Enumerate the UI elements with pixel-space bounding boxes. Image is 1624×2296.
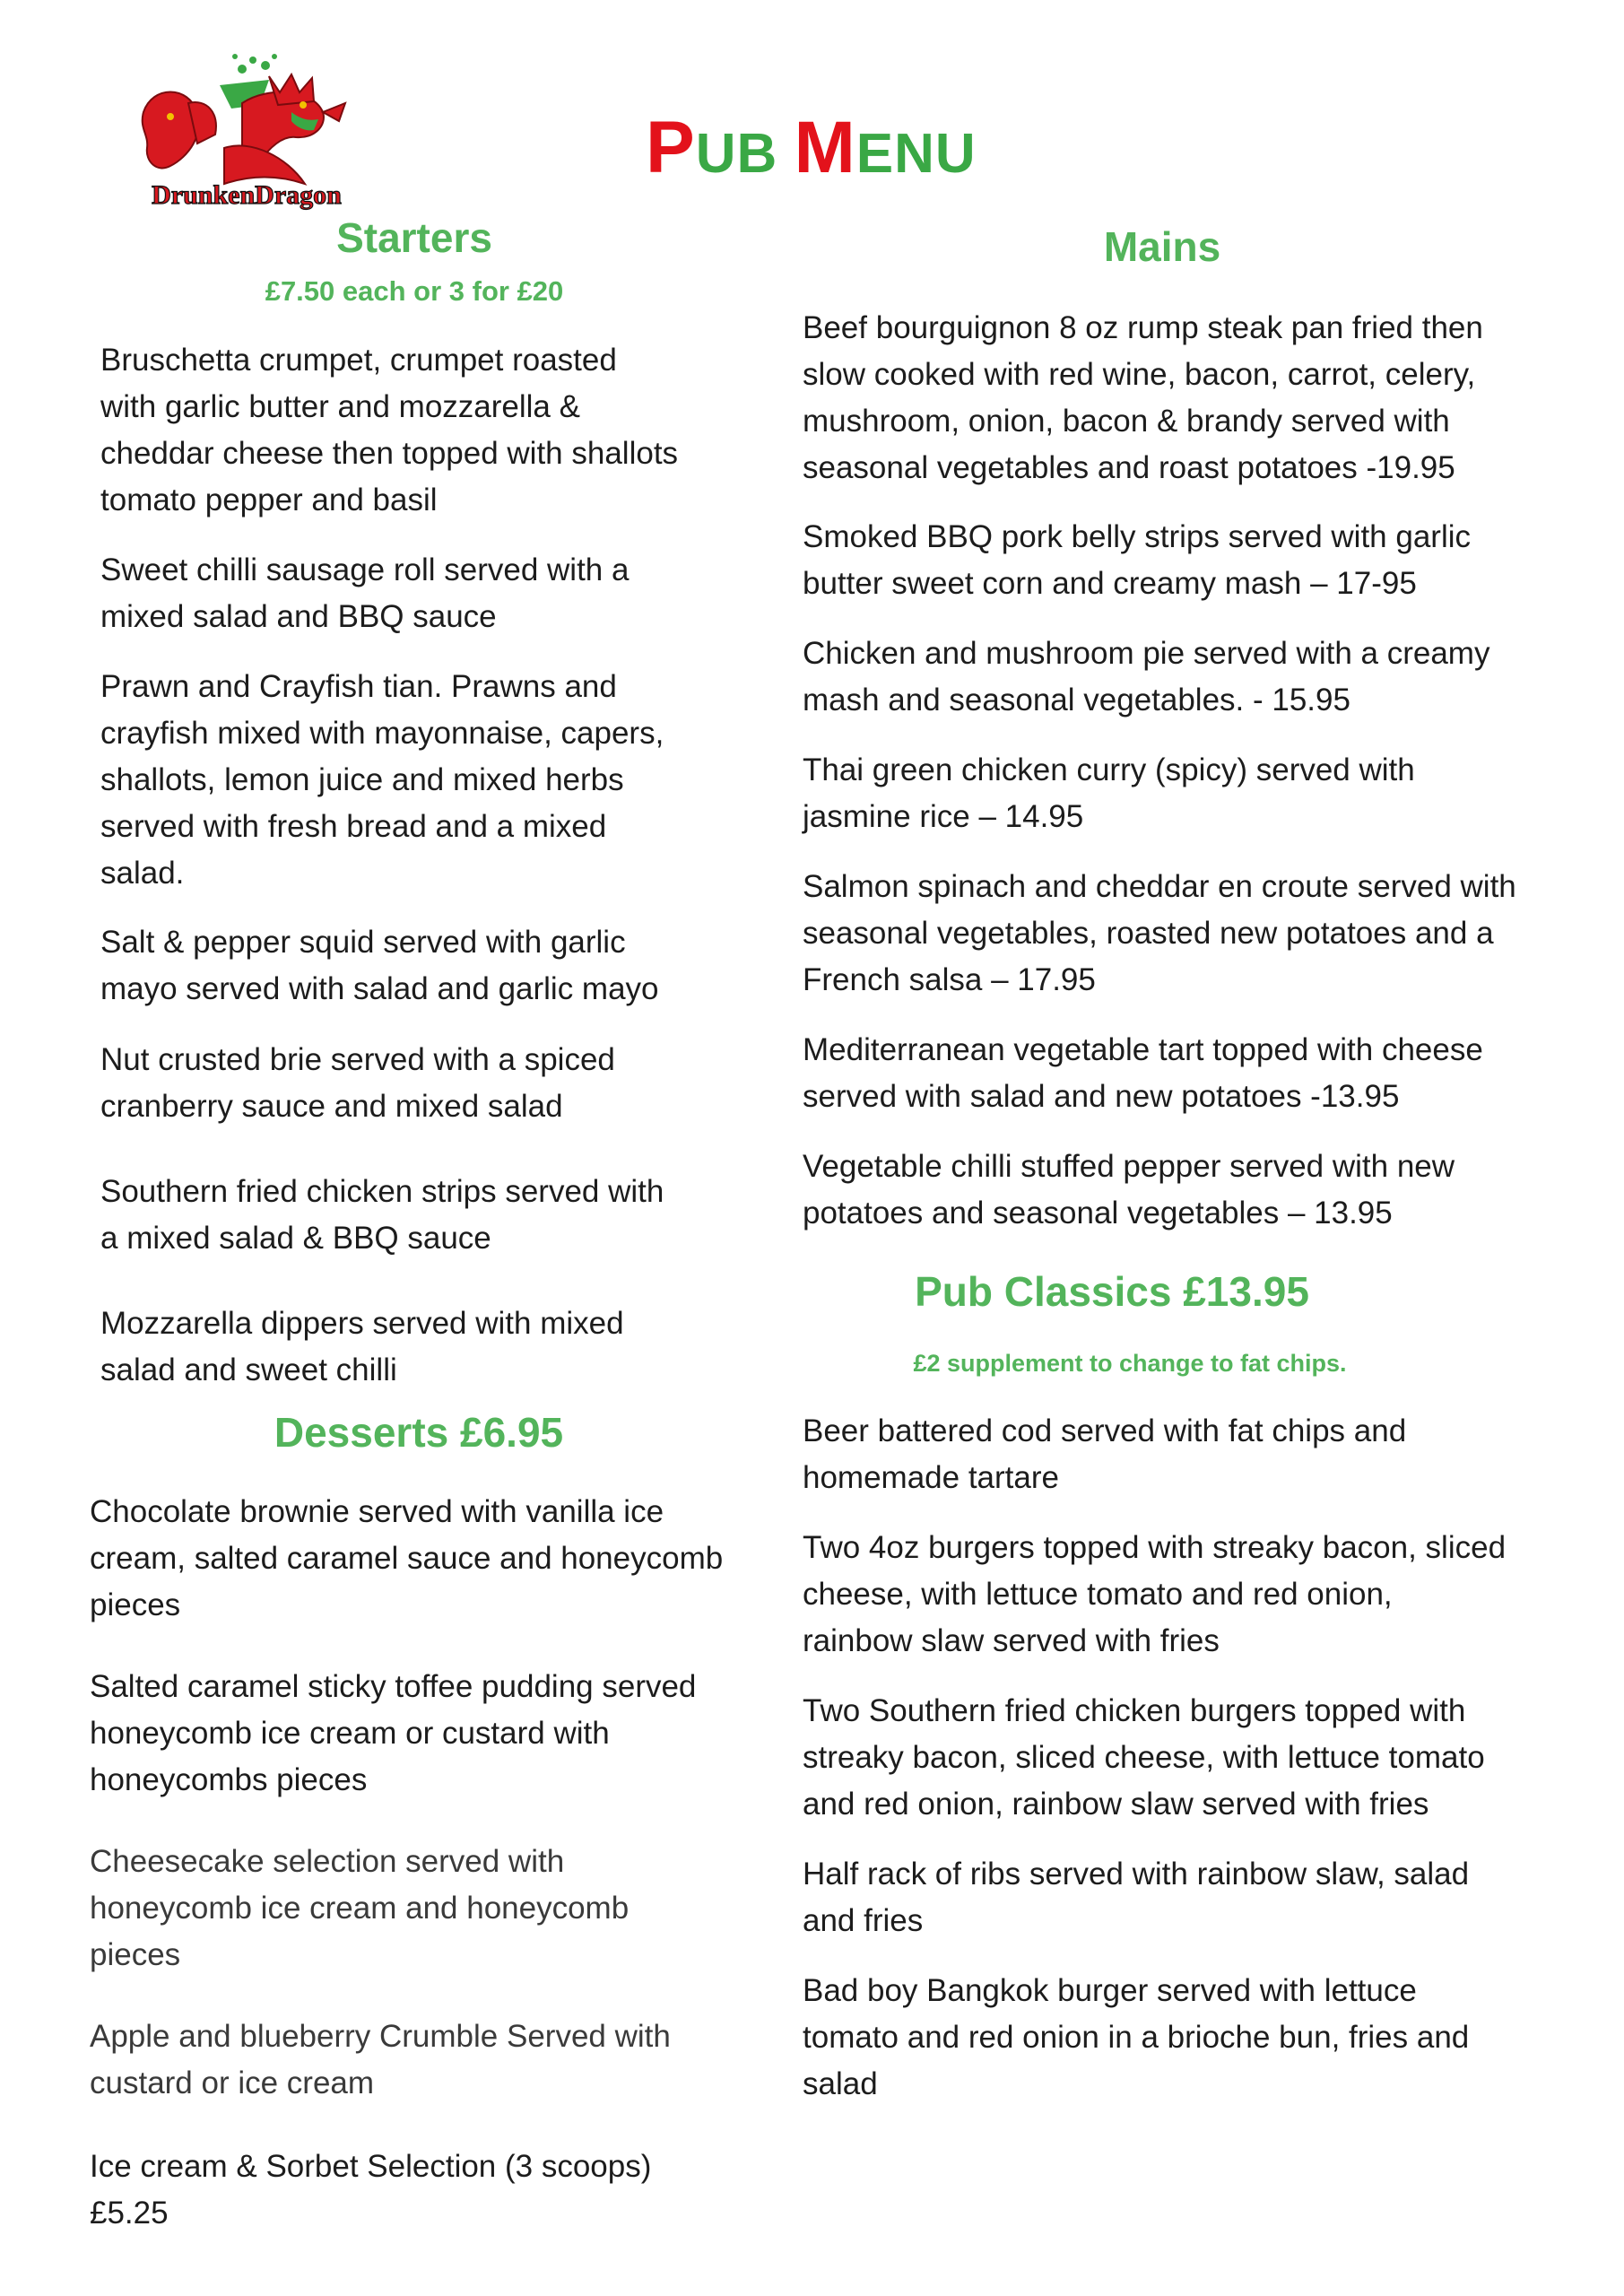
line: Bruschetta crumpet, crumpet roasted [100, 343, 617, 378]
main-item [803, 514, 1565, 607]
line: Apple and blueberry Crumble Served with [90, 2019, 671, 2054]
line: homemade tartare [803, 1460, 1059, 1495]
starter-item [100, 547, 728, 640]
line: Salmon spinach and cheddar en croute served with [803, 869, 1516, 904]
starters-price-note: £7.50 each or 3 for £20 [265, 275, 564, 307]
desserts-heading: Desserts £6.95 [274, 1409, 564, 1456]
main-item [803, 631, 1565, 724]
starter-item [100, 1037, 728, 1130]
line: slow cooked with red wine, bacon, carrot, celery, [803, 357, 1476, 392]
dessert-item [90, 1489, 771, 1629]
starter-item [100, 337, 728, 524]
line: Ice cream & Sorbet Selection (3 scoops) [90, 2149, 652, 2184]
line: seasonal vegetables, roasted new potatoes and a [803, 916, 1494, 951]
line: seasonal vegetables and roast potatoes -19.95 [803, 450, 1455, 485]
line: butter sweet corn and creamy mash – 17-95 [803, 566, 1417, 601]
title-p-initial: P [646, 107, 696, 188]
title-m-initial: M [794, 107, 856, 188]
title-m-rest: ENU [855, 123, 977, 185]
line: cheddar cheese then topped with shallots [100, 436, 679, 471]
line: potatoes and seasonal vegetables – 13.95 [803, 1196, 1393, 1231]
line: honeycombs pieces [90, 1762, 368, 1797]
line: Beef bourguignon 8 oz rump steak pan fried then [803, 310, 1483, 345]
line: Two 4oz burgers topped with streaky bacon, sliced [803, 1530, 1507, 1565]
line: salad. [100, 856, 185, 891]
line: pieces [90, 1587, 181, 1622]
line: cheese, with lettuce tomato and red onion, [803, 1577, 1393, 1612]
logo-text: DrunkenDragon [152, 180, 342, 210]
line: tomato pepper and basil [100, 483, 438, 517]
dessert-item [90, 2013, 771, 2107]
line: Southern fried chicken strips served with [100, 1174, 664, 1209]
line: Salt & pepper squid served with garlic [100, 925, 626, 960]
line: Prawn and Crayfish tian. Prawns and [100, 669, 617, 704]
line: crayfish mixed with mayonnaise, capers, [100, 716, 664, 751]
line: a mixed salad & BBQ sauce [100, 1221, 491, 1256]
line: cream, salted caramel sauce and honeycomb [90, 1541, 724, 1576]
classic-item [803, 1688, 1565, 1828]
line: mayo served with salad and garlic mayo [100, 971, 659, 1006]
line: £5.25 [90, 2196, 169, 2231]
starter-item [100, 664, 728, 897]
line: Mediterranean vegetable tart topped with cheese [803, 1032, 1483, 1067]
page-title [646, 106, 1112, 190]
pub-classics-heading: Pub Classics £13.95 [915, 1268, 1309, 1315]
line: Salted caramel sticky toffee pudding served [90, 1669, 697, 1704]
line: Vegetable chilli stuffed pepper served with new [803, 1149, 1455, 1184]
line: served with fresh bread and a mixed [100, 809, 607, 844]
line: jasmine rice – 14.95 [803, 799, 1084, 834]
starter-item [100, 1169, 728, 1262]
main-item [803, 1144, 1565, 1237]
line: shallots, lemon juice and mixed herbs [100, 762, 624, 797]
line: Mozzarella dippers served with mixed [100, 1306, 624, 1341]
line: French salsa – 17.95 [803, 962, 1096, 997]
pub-classics-note: £2 supplement to change to fat chips. [913, 1350, 1347, 1377]
line: and red onion, rainbow slaw served with fries [803, 1787, 1429, 1822]
line: tomato and red onion in a brioche bun, fries and [803, 2020, 1470, 2055]
mains-heading: Mains [1103, 223, 1221, 270]
line: served with salad and new potatoes -13.95 [803, 1079, 1400, 1114]
main-item [803, 864, 1565, 1004]
starter-item [100, 919, 728, 1013]
line: and fries [803, 1903, 924, 1938]
line: Two Southern fried chicken burgers topped with [803, 1693, 1466, 1728]
line: salad and sweet chilli [100, 1352, 397, 1387]
line: Chicken and mushroom pie served with a creamy [803, 636, 1490, 671]
classic-item [803, 1968, 1565, 2108]
line: streaky bacon, sliced cheese, with lettuce tomato [803, 1740, 1485, 1775]
line: honeycomb ice cream and honeycomb [90, 1891, 630, 1926]
line: cranberry sauce and mixed salad [100, 1089, 563, 1124]
line: Thai green chicken curry (spicy) served with [803, 752, 1415, 787]
main-item [803, 305, 1565, 491]
dessert-item [90, 1839, 771, 1979]
line: Cheesecake selection served with [90, 1844, 565, 1879]
line: rainbow slaw served with fries [803, 1623, 1220, 1658]
line: Beer battered cod served with fat chips and [803, 1413, 1407, 1448]
line: Bad boy Bangkok burger served with lettuce [803, 1973, 1417, 2008]
main-item [803, 1027, 1565, 1120]
line: Half rack of ribs served with rainbow slaw, salad [803, 1857, 1470, 1892]
line: pieces [90, 1937, 181, 1972]
title-p-rest: UB [695, 123, 795, 185]
line: custard or ice cream [90, 2066, 375, 2100]
starter-item [100, 1300, 728, 1394]
dessert-item [90, 1664, 771, 1804]
line: Chocolate brownie served with vanilla ice [90, 1494, 664, 1529]
line: honeycomb ice cream or custard with [90, 1716, 610, 1751]
line: Sweet chilli sausage roll served with a [100, 552, 630, 587]
line: mash and seasonal vegetables. - 15.95 [803, 683, 1350, 718]
classic-item [803, 1408, 1565, 1501]
starters-heading: Starters [336, 214, 492, 261]
classic-item [803, 1525, 1565, 1665]
drunken-dragon-logo [135, 49, 359, 215]
dessert-item [90, 2144, 771, 2237]
line: with garlic butter and mozzarella & [100, 389, 580, 424]
classic-item [803, 1851, 1565, 1944]
line: salad [803, 2066, 878, 2101]
line: Nut crusted brie served with a spiced [100, 1042, 615, 1077]
line: mixed salad and BBQ sauce [100, 599, 497, 634]
main-item [803, 747, 1565, 840]
line: Smoked BBQ pork belly strips served with garlic [803, 519, 1471, 554]
line: mushroom, onion, bacon & brandy served with [803, 404, 1450, 439]
